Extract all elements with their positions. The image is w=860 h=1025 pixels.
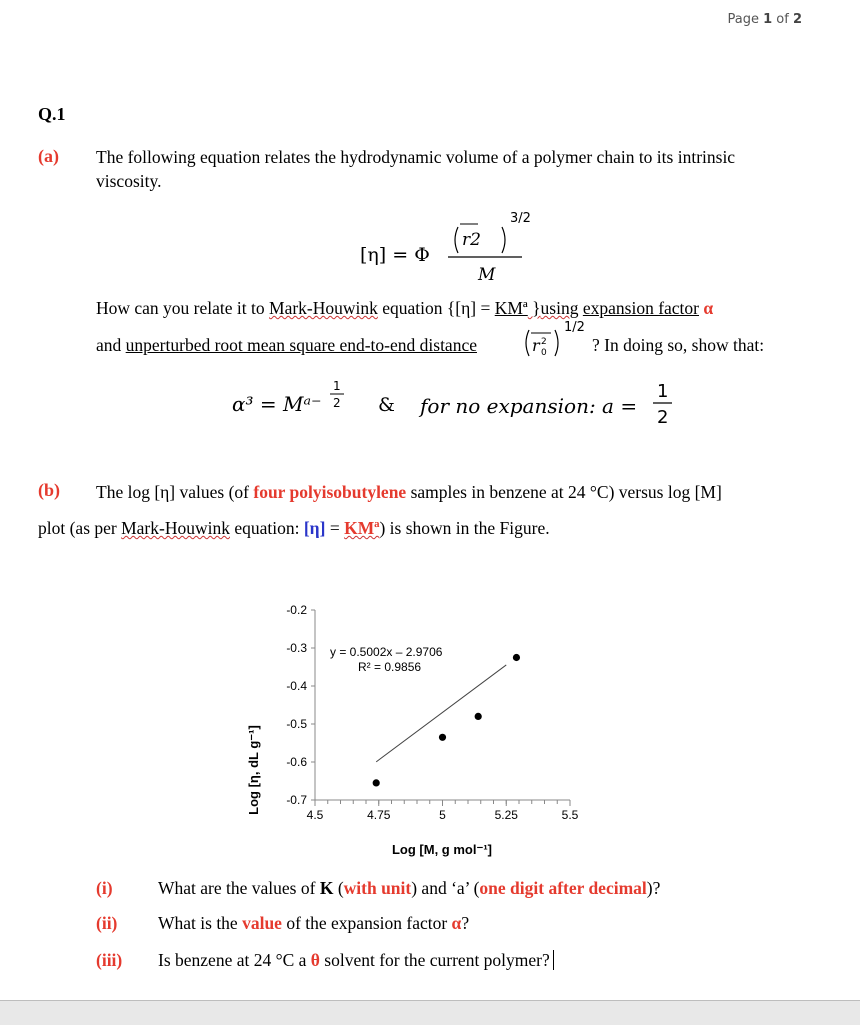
part-b-line1 bbox=[96, 480, 722, 504]
chart-y-ticks bbox=[286, 603, 315, 807]
bottom-scrollbar[interactable] bbox=[0, 1000, 860, 1025]
page-of: of bbox=[776, 12, 789, 27]
r0-squared-symbol bbox=[522, 316, 592, 362]
eq1-fraction bbox=[440, 200, 570, 290]
q1-brace: } bbox=[527, 298, 541, 318]
log-viscosity-chart bbox=[230, 590, 590, 870]
page-current: 1 bbox=[763, 12, 773, 27]
eq2-left: α³ = Mᵃ⁻ bbox=[232, 392, 322, 416]
text-cursor bbox=[553, 950, 554, 970]
q2-text-pre: and bbox=[96, 335, 126, 355]
pb-line2-pre: plot (as per bbox=[38, 518, 122, 538]
chart-r-squared: R² = 0.9856 bbox=[358, 660, 422, 674]
subq-3 bbox=[96, 948, 554, 972]
subq-1-label: (i) bbox=[96, 878, 113, 898]
subq-3-theta: θ bbox=[310, 950, 320, 970]
pb-polymer: four polyisobutylene bbox=[253, 482, 407, 502]
eq2-half-exponent bbox=[326, 378, 350, 414]
r0-r: r bbox=[532, 336, 540, 355]
eq1-lhs: [η] = Φ bbox=[360, 244, 430, 266]
subq-1-k: K bbox=[319, 878, 334, 898]
eq2-ampersand: & bbox=[378, 394, 395, 416]
part-a-intro bbox=[96, 145, 826, 193]
chart-y-tick-label: -0.5 bbox=[286, 717, 307, 731]
part-a-question-line2-end: ? In doing so, show that: bbox=[592, 335, 765, 355]
chart-y-tick-label: -0.4 bbox=[286, 679, 307, 693]
subq-2-alpha: α bbox=[451, 913, 462, 933]
chart-data-point bbox=[475, 713, 482, 720]
q2-unperturbed-distance: unperturbed root mean square end-to-end distance bbox=[125, 335, 477, 355]
chart-y-tick-label: -0.2 bbox=[286, 603, 307, 617]
q1-using: using bbox=[540, 298, 579, 318]
pb-line1-post: samples in benzene at 24 °C) versus log [M] bbox=[406, 482, 722, 502]
chart-y-tick-label: -0.6 bbox=[286, 755, 307, 769]
chart-y-label: Log [η, dL g⁻¹] bbox=[246, 725, 261, 815]
eq2-fraction bbox=[650, 378, 676, 428]
subq-2 bbox=[96, 911, 469, 935]
q1-text-pre: How can you relate it to bbox=[96, 298, 270, 318]
subq-2-pre: What is the bbox=[158, 913, 243, 933]
subq-3-post: solvent for the current polymer? bbox=[319, 950, 550, 970]
part-b-line2 bbox=[38, 516, 550, 540]
q1-alpha: α bbox=[699, 298, 714, 318]
pb-line1-pre: The log [η] values (of bbox=[96, 482, 254, 502]
chart-x-tick-label: 5 bbox=[439, 808, 446, 822]
question-number: Q.1 bbox=[38, 104, 66, 124]
part-a-question-line1 bbox=[96, 296, 713, 320]
pb-kma: KMª bbox=[344, 518, 380, 538]
eq2-half-den: 2 bbox=[333, 396, 341, 410]
pb-line2-post: ) is shown in the Figure. bbox=[379, 518, 550, 538]
subq-2-value: value bbox=[242, 913, 282, 933]
pb-mark-houwink: Mark-Houwink bbox=[121, 518, 230, 538]
pb-line2-mid: equation: bbox=[229, 518, 304, 538]
eq1-denominator: M bbox=[478, 265, 496, 285]
subq-2-mid: of the expansion factor bbox=[281, 913, 452, 933]
part-a-intro-line2: viscosity. bbox=[96, 171, 162, 191]
chart-data-point bbox=[513, 654, 520, 661]
chart-data-point bbox=[439, 734, 446, 741]
chart-trendline bbox=[376, 665, 506, 762]
subq-2-label: (ii) bbox=[96, 913, 118, 933]
subq-3-label: (iii) bbox=[96, 950, 123, 970]
r0-sup: 2 bbox=[541, 337, 547, 347]
eq1-numerator: r2 bbox=[462, 230, 481, 250]
chart-axes bbox=[315, 610, 570, 800]
eq2-right: for no expansion: a = bbox=[420, 394, 638, 418]
eq1-exponent: 3/2 bbox=[510, 211, 531, 226]
eq2-frac-num: 1 bbox=[657, 381, 669, 402]
chart-data-point bbox=[373, 779, 380, 786]
subq-1-with-unit: with unit bbox=[343, 878, 412, 898]
subq-1-post: )? bbox=[646, 878, 661, 898]
q1-kma: KMª bbox=[494, 298, 528, 318]
part-a-label: (a) bbox=[38, 146, 59, 166]
chart-x-ticks bbox=[307, 800, 579, 822]
part-b-label: (b) bbox=[38, 480, 60, 500]
r0-paren-left bbox=[526, 330, 529, 356]
chart-y-tick-label: -0.7 bbox=[286, 793, 307, 807]
q1-expansion-factor: expansion factor bbox=[582, 298, 699, 318]
subq-2-post: ? bbox=[461, 913, 470, 933]
chart-x-tick-label: 4.5 bbox=[306, 808, 324, 822]
eq2-half-num: 1 bbox=[333, 379, 341, 393]
part-a-intro-line1: The following equation relates the hydrodynamic volume of a polymer chain to its intrinsic bbox=[96, 147, 736, 167]
pb-equals: = bbox=[325, 518, 345, 538]
r0-sub: 0 bbox=[541, 348, 547, 358]
chart-equation: y = 0.5002x – 2.9706 bbox=[330, 645, 443, 659]
page-number bbox=[727, 12, 802, 27]
subq-1-one-digit: one digit after decimal bbox=[479, 878, 647, 898]
q1-mark-houwink: Mark-Houwink bbox=[269, 298, 378, 318]
chart-y-tick-label: -0.3 bbox=[286, 641, 307, 655]
chart-x-tick-label: 5.5 bbox=[561, 808, 579, 822]
r0-exponent: 1/2 bbox=[564, 320, 585, 335]
subq-1-pre: What are the values of bbox=[158, 878, 320, 898]
page-label: Page bbox=[727, 12, 759, 27]
eq1-paren-right bbox=[502, 227, 505, 253]
eq2-frac-den: 2 bbox=[657, 407, 669, 428]
chart-x-label: Log [M, g mol⁻¹] bbox=[391, 842, 493, 857]
subq-1-mid2: ) and ‘a’ ( bbox=[411, 878, 480, 898]
subq-1-mid1: ( bbox=[333, 878, 344, 898]
subq-3-pre: Is benzene at 24 °C a bbox=[158, 950, 311, 970]
pb-eta: [η] bbox=[303, 518, 326, 538]
page-total: 2 bbox=[792, 12, 802, 27]
chart-x-tick-label: 5.25 bbox=[494, 808, 518, 822]
chart-trendline-group bbox=[376, 665, 506, 762]
part-a-question-line2 bbox=[96, 333, 477, 357]
subq-1 bbox=[96, 876, 660, 900]
eq1-paren-left bbox=[455, 227, 458, 253]
chart-x-tick-label: 4.75 bbox=[367, 808, 391, 822]
q1-text-mid: equation {[η] = bbox=[377, 298, 495, 318]
r0-paren-right bbox=[555, 330, 558, 356]
